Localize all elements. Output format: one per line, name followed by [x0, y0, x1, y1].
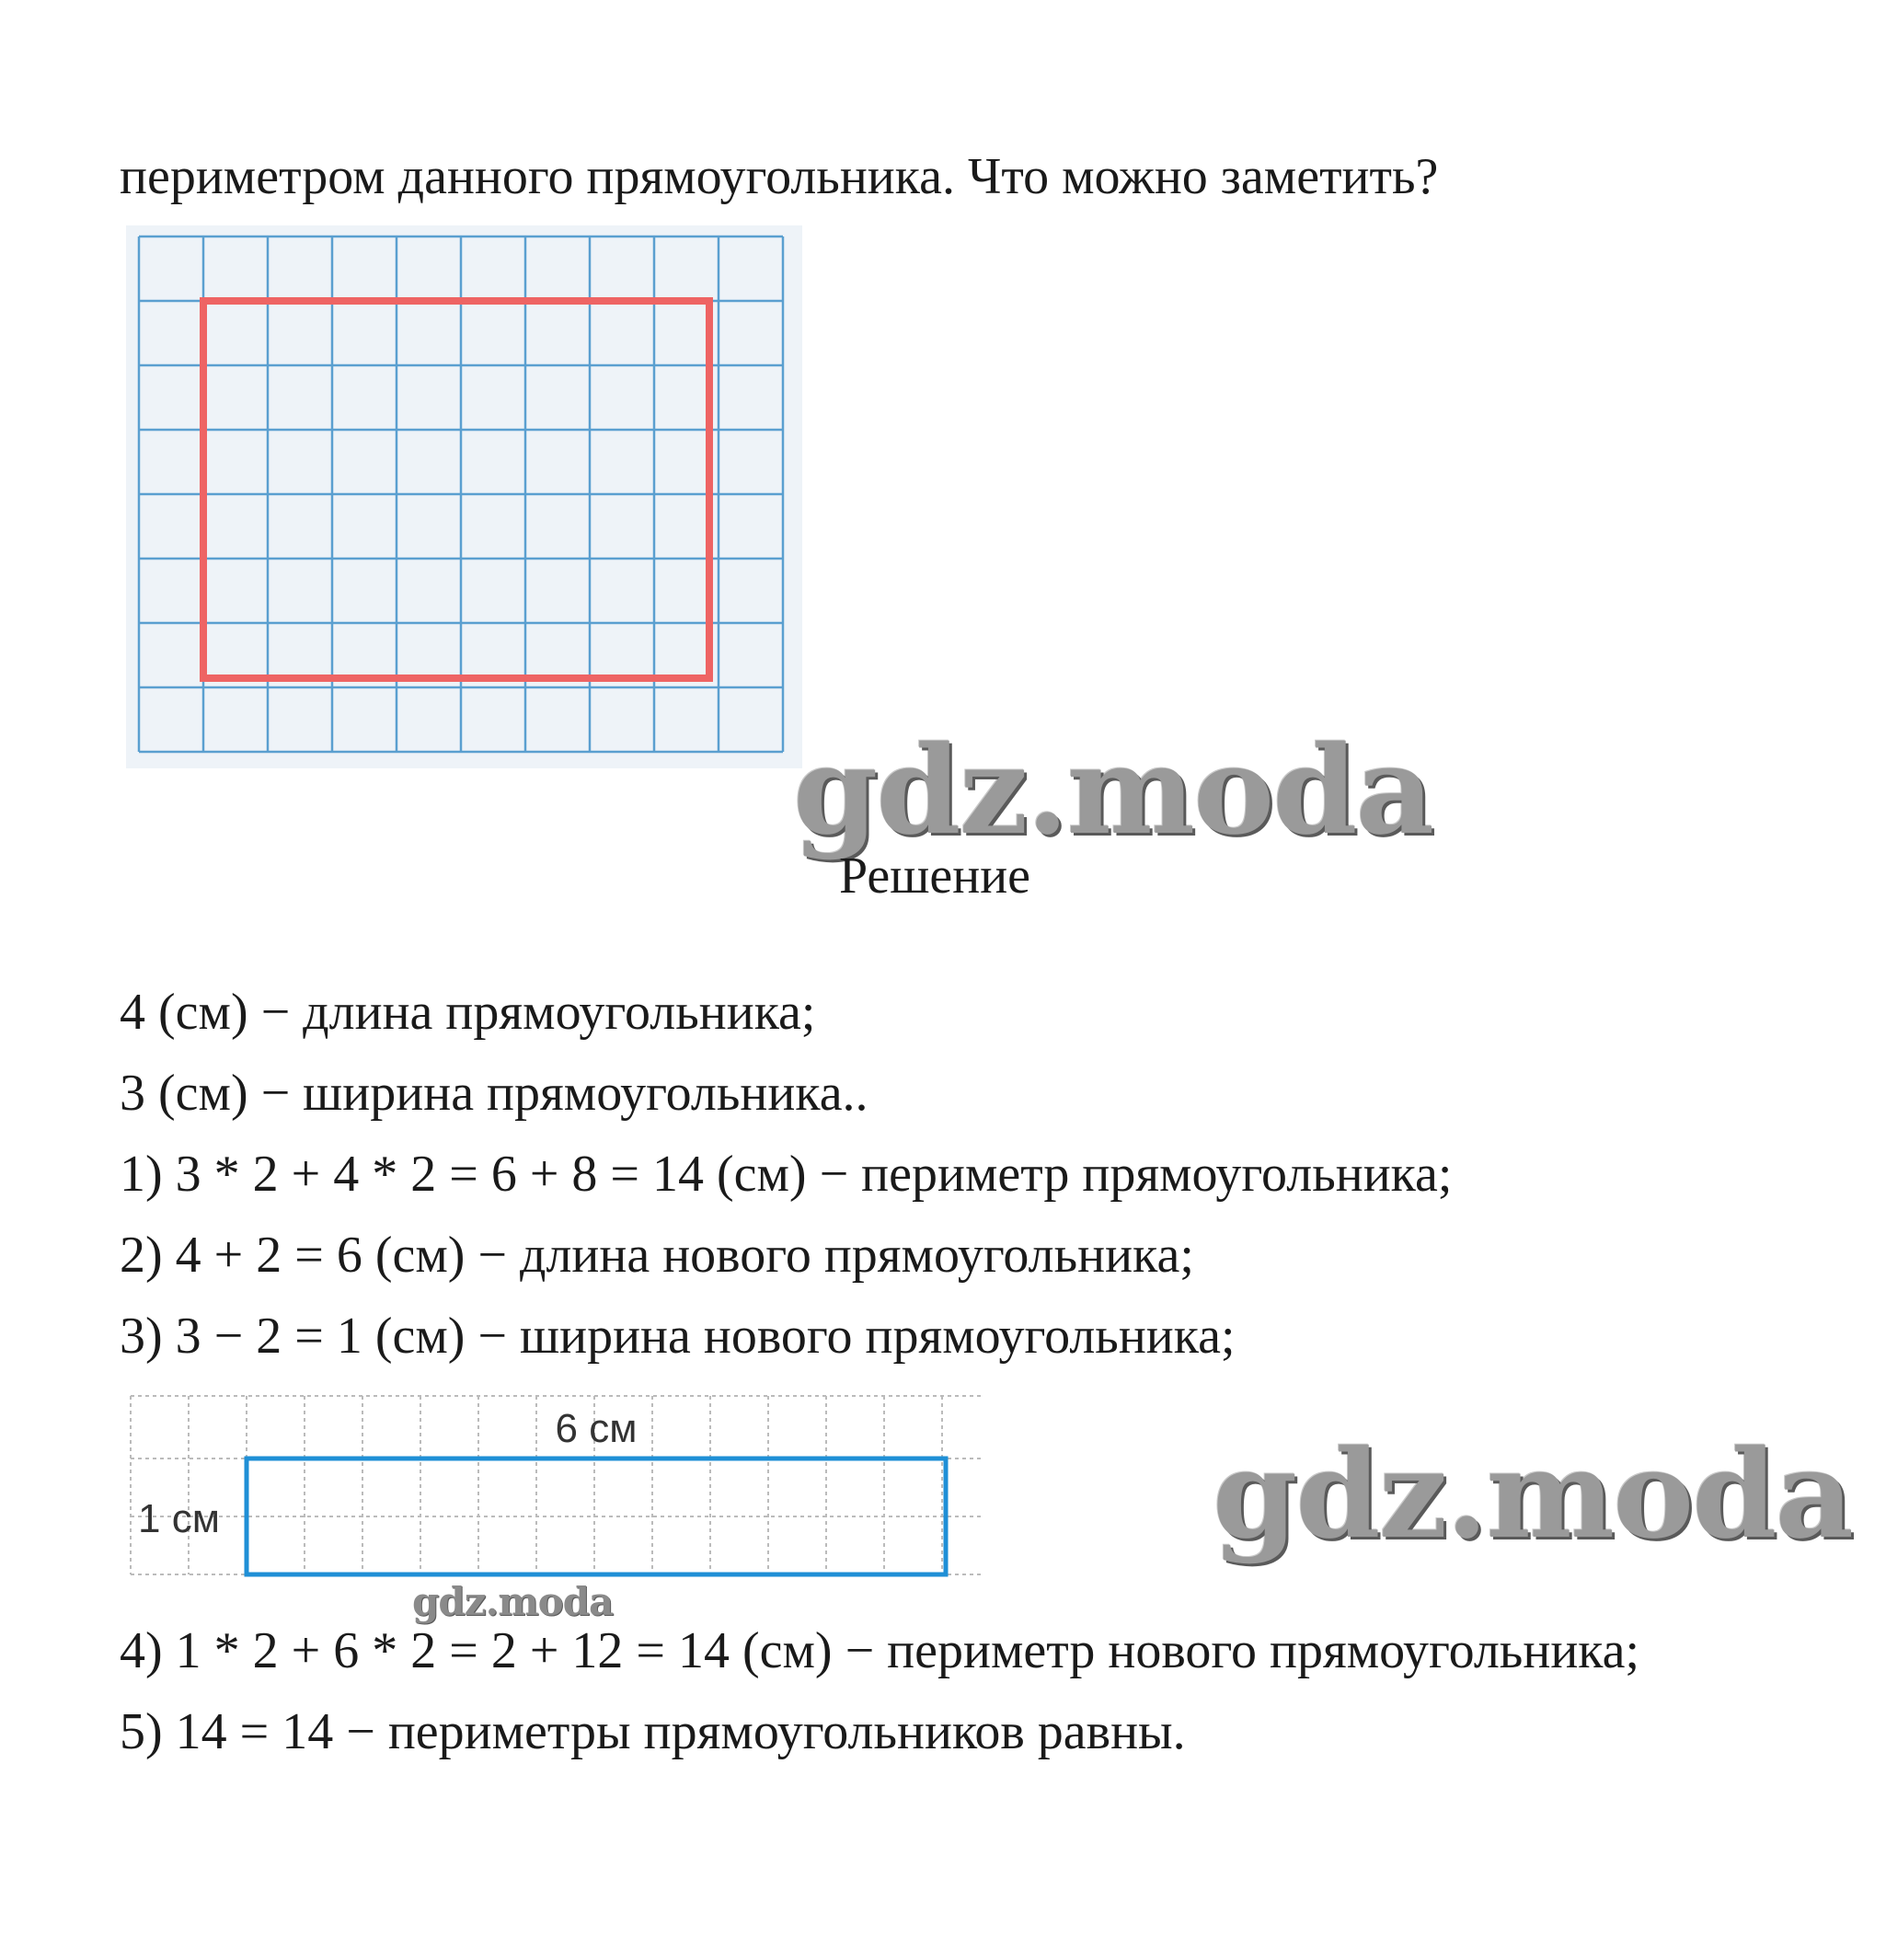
new-rectangle-figure — [129, 1385, 984, 1587]
solution-heading: Решение — [839, 847, 1031, 905]
watermark-logo: gdz.moda — [1213, 1424, 1853, 1566]
solution-line: 1) 3 * 2 + 4 * 2 = 6 + 8 = 14 (см) − периметр прямоугольника; — [120, 1146, 1453, 1203]
task-text: периметром данного прямоугольника. Что можно заметить? — [120, 148, 1439, 205]
new-rectangle-width-label: 1 см — [138, 1496, 220, 1541]
solution-line: 5) 14 = 14 − периметры прямоугольников равны. — [120, 1703, 1186, 1760]
solution-line: 2) 4 + 2 = 6 (см) − длина нового прямоугольника; — [120, 1227, 1194, 1284]
solution-line: 3) 3 − 2 = 1 (см) − ширина нового прямоугольника; — [120, 1308, 1236, 1365]
watermark-logo-small: gdz.moda — [412, 1579, 614, 1624]
solution-line: 3 (см) − ширина прямоугольника.. — [120, 1065, 868, 1122]
watermark-logo: gdz.moda — [793, 720, 1433, 862]
solution-line: 4) 1 * 2 + 6 * 2 = 2 + 12 = 14 (см) − периметр нового прямоугольника; — [120, 1622, 1640, 1679]
new-rectangle-length-label: 6 см — [555, 1406, 638, 1451]
original-rectangle-figure — [126, 225, 802, 768]
solution-line: 4 (см) − длина прямоугольника; — [120, 984, 816, 1041]
